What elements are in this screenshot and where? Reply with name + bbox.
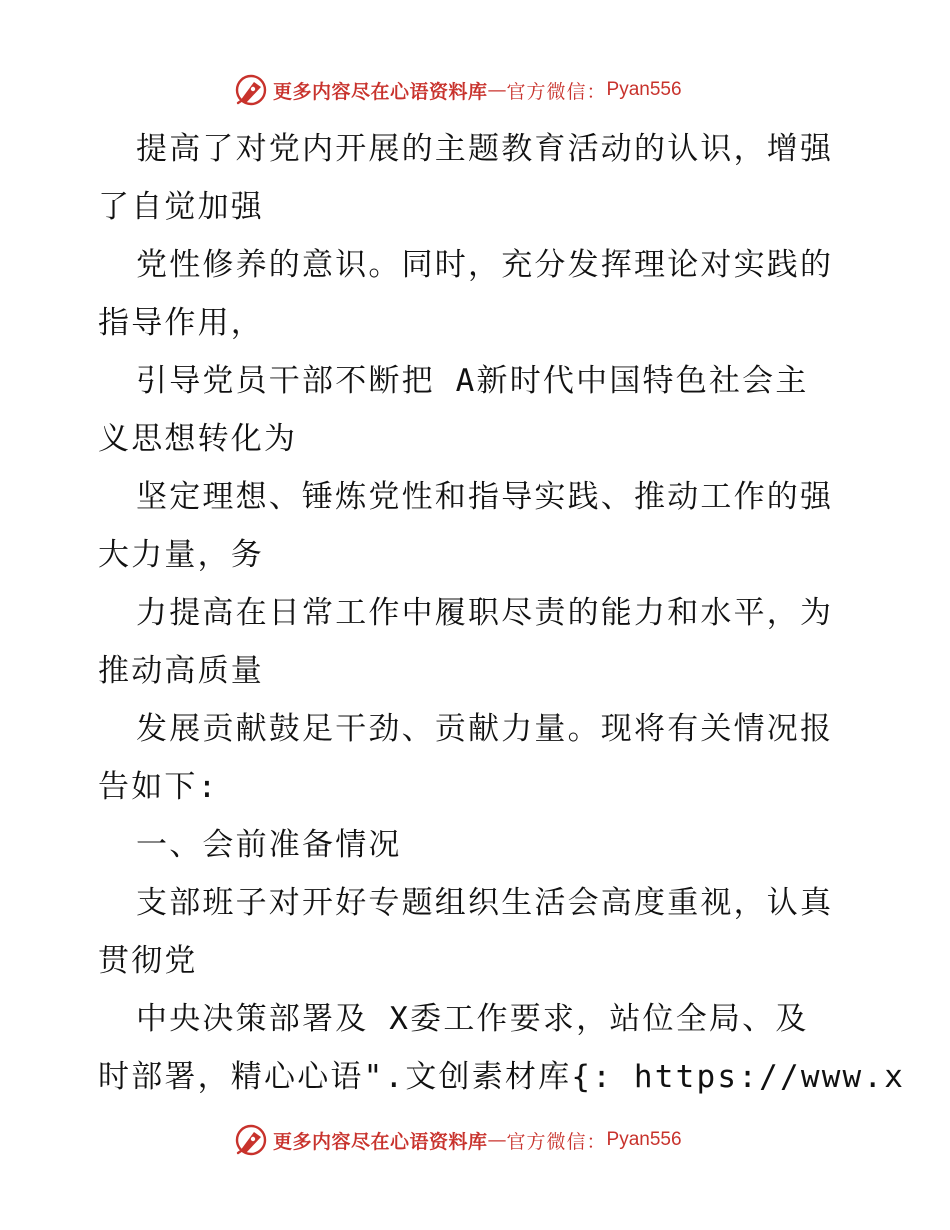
text-line: 提高了对党内开展的主题教育活动的认识，增强 [136, 131, 834, 167]
text-line: 发展贡献鼓足干劲、贡献力量。现将有关情况报 [136, 711, 834, 747]
banner-wechat-id: Pyan556 [606, 79, 682, 100]
pen-nib-logo-icon [234, 1123, 268, 1157]
banner-title: 更多内容尽在心语资料库 [273, 80, 488, 103]
text-line: 力提高在日常工作中履职尽责的能力和水平，为 [136, 595, 834, 631]
text-line: 了自觉加强 [98, 189, 264, 225]
text-line: 坚定理想、锤炼党性和指导实践、推动工作的强 [136, 479, 834, 515]
text-line: 指导作用， [98, 305, 264, 341]
text-line: 贯彻党 [98, 943, 198, 979]
banner-wechat-label: 官方微信： [506, 1130, 607, 1153]
text-line: 中央决策部署及 X委工作要求，站位全局、及 [136, 1001, 809, 1037]
text-line: 告如下: [98, 769, 219, 805]
text-line: 一、会前准备情况 [136, 827, 402, 863]
banner-dash: — [487, 79, 507, 101]
text-line: 引导党员干部不断把 A新时代中国特色社会主 [136, 363, 809, 399]
text-line: 大力量，务 [98, 537, 264, 573]
text-line: 党性修养的意识。同时，充分发挥理论对实践的 [136, 247, 834, 283]
text-line: 推动高质量 [98, 653, 264, 689]
footer-banner [234, 1121, 682, 1159]
banner-wechat-id: Pyan556 [606, 1129, 682, 1150]
banner-wechat-label: 官方微信： [506, 80, 607, 103]
pen-nib-logo-icon [234, 73, 268, 107]
text-line: 义思想转化为 [98, 421, 298, 457]
text-line: 时部署，精心心语".文创素材库{: https://www.x [98, 1059, 906, 1095]
banner-dash: — [487, 1129, 507, 1151]
text-line: 支部班子对开好专题组织生活会高度重视，认真 [136, 885, 834, 921]
banner-title: 更多内容尽在心语资料库 [273, 1130, 488, 1153]
document-body [98, 120, 906, 1106]
header-banner [234, 71, 682, 109]
